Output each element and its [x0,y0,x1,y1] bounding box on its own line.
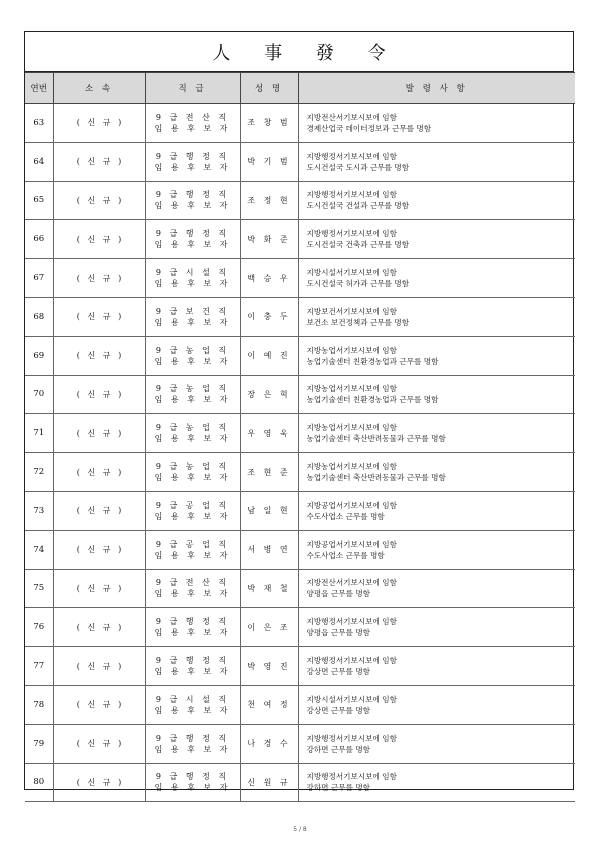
row-grade-line: 임 용 후 보 자 [154,201,231,211]
table-row [25,220,575,259]
row-name-line: 박 영 진 [247,661,291,671]
header-detail: 발 령 사 항 [298,73,575,104]
table-row [25,181,575,220]
row-no [25,685,53,724]
row-no [25,724,53,763]
row-grade-line: 임 용 후 보 자 [154,279,231,289]
row-grade-line: 9 급 농 업 직 [155,384,230,394]
row-grade-line: 9 급 농 업 직 [155,345,230,355]
row-detail [298,569,575,608]
row-affiliation [53,647,145,686]
row-detail [298,724,575,763]
row-affiliation [53,414,145,453]
row-grade-line: 9 급 행 정 직 [155,229,230,239]
row-no [25,647,53,686]
row-name-line: 박 재 철 [247,583,291,593]
row-detail [298,608,575,647]
row-grade-line: 임 용 후 보 자 [154,240,231,250]
row-name [240,491,298,530]
row-detail-line: 지방행정서기보시보에 임함 [306,229,397,239]
row-detail-line: 지방농업서기보시보에 임함 [306,384,397,394]
row-no-line: 80 [33,777,45,788]
table-row [25,142,575,181]
row-no-line: 64 [33,156,45,167]
row-no-line: 65 [33,195,45,206]
row-grade [145,530,240,569]
row-grade-line: 임 용 후 보 자 [154,395,231,405]
row-grade-line: 임 용 후 보 자 [154,589,231,599]
row-affiliation [53,569,145,608]
row-name-line: 남 일 현 [247,506,291,516]
row-detail-line: 도시건설국 건설과 근무를 명함 [306,201,410,211]
row-grade-line: 9 급 행 정 직 [155,733,230,743]
row-grade-line: 임 용 후 보 자 [154,628,231,638]
row-grade-line: 9 급 보 건 직 [155,306,230,316]
row-detail-line: 강하면 근무를 명함 [306,783,371,793]
row-grade [145,763,240,802]
row-detail-line: 지방농업서기보시보에 임함 [306,345,397,355]
row-affiliation-line: ( 신 규 ) [76,389,122,399]
row-affiliation [53,491,145,530]
row-affiliation [53,297,145,336]
row-no-line: 66 [33,234,45,245]
row-no [25,336,53,375]
row-no-line: 75 [33,583,45,594]
row-name [240,414,298,453]
row-detail-line: 수도사업소 근무를 명함 [306,511,385,521]
row-detail [298,763,575,802]
row-grade-line: 9 급 전 산 직 [155,112,230,122]
row-grade-line: 9 급 농 업 직 [155,462,230,472]
row-affiliation-line: ( 신 규 ) [76,195,122,205]
row-detail-line: 양평읍 근무를 명함 [306,628,371,638]
row-affiliation [53,104,145,143]
row-grade-line: 9 급 행 정 직 [155,772,230,782]
row-detail-line: 보건소 보건정책과 근무를 명함 [306,317,410,327]
row-affiliation [53,724,145,763]
row-grade-line: 임 용 후 보 자 [154,162,231,172]
row-grade [145,142,240,181]
row-name-line: 우 영 욱 [247,428,291,438]
row-detail-line: 지방전산서기보시보에 임함 [306,112,397,122]
table-row [25,297,575,336]
row-grade-line: 9 급 행 정 직 [155,190,230,200]
personnel-table [25,72,575,802]
row-name [240,724,298,763]
row-no-line: 77 [33,661,45,672]
row-name [240,375,298,414]
row-name [240,104,298,143]
row-no [25,142,53,181]
row-name [240,336,298,375]
row-grade-line: 9 급 공 업 직 [155,500,230,510]
row-grade-line: 임 용 후 보 자 [154,511,231,521]
row-name-line: 서 병 연 [247,545,291,555]
row-no [25,220,53,259]
header-name: 성 명 [240,73,298,104]
table-row [25,724,575,763]
table-row [25,414,575,453]
row-grade [145,724,240,763]
table-header-row [25,73,575,104]
row-grade [145,647,240,686]
row-no [25,569,53,608]
row-detail-line: 지방행정서기보시보에 임함 [306,733,397,743]
row-affiliation-line: ( 신 규 ) [76,273,122,283]
row-affiliation [53,608,145,647]
table-row [25,569,575,608]
table-row [25,336,575,375]
header-no: 연번 [25,73,53,104]
row-name-line: 천 여 정 [247,700,291,710]
row-grade [145,685,240,724]
row-detail-line: 강하면 근무를 명함 [306,744,371,754]
row-grade-line: 임 용 후 보 자 [154,783,231,793]
row-detail [298,104,575,143]
row-grade-line: 임 용 후 보 자 [154,123,231,133]
row-grade-line: 9 급 시 설 직 [155,268,230,278]
personnel-order-frame [24,31,574,793]
row-grade [145,453,240,492]
row-grade-line: 9 급 공 업 직 [155,539,230,549]
row-detail [298,685,575,724]
row-detail [298,259,575,298]
row-name [240,685,298,724]
row-affiliation [53,453,145,492]
row-detail-line: 농업기술센터 축산반려동물과 근무를 명함 [306,473,446,483]
row-detail-line: 지방농업서기보시보에 임함 [306,462,397,472]
row-name [240,569,298,608]
row-affiliation-line: ( 신 규 ) [76,234,122,244]
row-name-line: 박 기 범 [247,157,291,167]
row-name [240,763,298,802]
row-detail [298,142,575,181]
row-no-line: 78 [33,699,45,710]
row-affiliation [53,763,145,802]
row-detail [298,453,575,492]
row-affiliation-line: ( 신 규 ) [76,351,122,361]
table-row [25,530,575,569]
row-no [25,181,53,220]
row-no-line: 68 [33,311,45,322]
row-detail [298,375,575,414]
row-detail-line: 지방행정서기보시보에 임함 [306,656,397,666]
row-detail [298,181,575,220]
row-detail [298,336,575,375]
table-row [25,608,575,647]
row-name [240,453,298,492]
row-name [240,530,298,569]
row-affiliation [53,685,145,724]
row-affiliation-line: ( 신 규 ) [76,118,122,128]
row-no [25,297,53,336]
row-grade [145,259,240,298]
row-detail-line: 농업기술센터 축산반려동물과 근무를 명함 [306,434,446,444]
row-grade-line: 9 급 전 산 직 [155,578,230,588]
row-detail-line: 수도사업소 근무를 명함 [306,550,385,560]
row-no [25,530,53,569]
row-affiliation-line: ( 신 규 ) [76,777,122,787]
row-grade-line: 임 용 후 보 자 [154,667,231,677]
row-no-line: 71 [33,428,45,439]
table-row [25,104,575,143]
row-no [25,375,53,414]
row-detail-line: 지방보건서기보시보에 임함 [306,306,397,316]
row-affiliation [53,181,145,220]
row-affiliation [53,142,145,181]
row-grade-line: 임 용 후 보 자 [154,744,231,754]
row-no-line: 69 [33,350,45,361]
row-name-line: 박 화 준 [247,234,291,244]
row-name-line: 조 정 현 [247,195,291,205]
row-detail-line: 농업기술센터 친환경농업과 근무를 명함 [306,356,439,366]
row-grade [145,414,240,453]
row-grade-line: 임 용 후 보 자 [154,550,231,560]
row-detail-line: 지방행정서기보시보에 임함 [306,190,397,200]
row-name [240,297,298,336]
row-no-line: 73 [33,505,45,516]
row-grade [145,220,240,259]
row-detail-line: 지방행정서기보시보에 임함 [306,772,397,782]
header-affiliation: 소 속 [53,73,145,104]
row-detail [298,530,575,569]
row-name-line: 나 경 수 [247,739,291,749]
row-grade [145,104,240,143]
row-detail-line: 경제산업국 데이터정보과 근무를 명함 [306,123,432,133]
row-affiliation-line: ( 신 규 ) [76,700,122,710]
row-no [25,104,53,143]
row-grade-line: 임 용 후 보 자 [154,434,231,444]
row-grade-line: 임 용 후 보 자 [154,705,231,715]
row-detail-line: 지방시설서기보시보에 임함 [306,694,397,704]
table-row [25,259,575,298]
page-number: 5 / 8 [293,826,307,833]
row-detail-line: 지방시설서기보시보에 임함 [306,268,397,278]
row-no [25,453,53,492]
row-affiliation-line: ( 신 규 ) [76,545,122,555]
row-affiliation-line: ( 신 규 ) [76,739,122,749]
row-grade-line: 임 용 후 보 자 [154,356,231,366]
row-no [25,259,53,298]
row-name-line: 이 예 진 [247,351,291,361]
table-row [25,685,575,724]
row-name [240,259,298,298]
row-affiliation-line: ( 신 규 ) [76,467,122,477]
row-name-line: 이 충 두 [247,312,291,322]
row-grade [145,569,240,608]
row-affiliation [53,530,145,569]
row-detail [298,491,575,530]
row-no-line: 63 [33,117,45,128]
row-no-line: 67 [33,273,45,284]
row-grade-line: 9 급 행 정 직 [155,656,230,666]
document-title: 人 事 發 令 [25,32,573,72]
row-no [25,608,53,647]
row-name-line: 조 창 범 [247,118,291,128]
row-name [240,647,298,686]
row-detail-line: 양평읍 근무를 명함 [306,589,371,599]
row-name [240,142,298,181]
row-affiliation-line: ( 신 규 ) [76,583,122,593]
header-grade: 직 급 [145,73,240,104]
row-detail [298,297,575,336]
row-name-line: 이 은 조 [247,622,291,632]
row-grade-line: 9 급 시 설 직 [155,694,230,704]
row-grade-line: 임 용 후 보 자 [154,317,231,327]
row-detail-line: 지방행정서기보시보에 임함 [306,617,397,627]
row-no [25,491,53,530]
row-affiliation [53,220,145,259]
row-detail-line: 강상면 근무를 명함 [306,667,371,677]
row-grade [145,181,240,220]
row-detail-line: 도시건설국 도시과 근무를 명함 [306,162,410,172]
row-grade [145,608,240,647]
row-affiliation-line: ( 신 규 ) [76,661,122,671]
row-detail-line: 강상면 근무를 명함 [306,705,371,715]
row-affiliation [53,375,145,414]
row-detail-line: 지방공업서기보시보에 임함 [306,500,397,510]
row-name-line: 장 은 혁 [247,389,291,399]
row-name [240,181,298,220]
row-affiliation [53,336,145,375]
row-no-line: 74 [33,544,45,555]
table-row [25,491,575,530]
row-grade [145,375,240,414]
row-detail [298,647,575,686]
row-name-line: 신 원 규 [247,777,291,787]
row-grade-line: 9 급 농 업 직 [155,423,230,433]
row-detail-line: 농업기술센터 친환경농업과 근무를 명함 [306,395,439,405]
row-no [25,414,53,453]
row-grade-line: 9 급 행 정 직 [155,617,230,627]
row-detail [298,220,575,259]
row-affiliation-line: ( 신 규 ) [76,506,122,516]
row-detail-line: 도시건설국 건축과 근무를 명함 [306,240,410,250]
row-no-line: 70 [33,389,45,400]
row-no [25,763,53,802]
row-no-line: 76 [33,622,45,633]
row-detail [298,414,575,453]
table-row [25,375,575,414]
row-name-line: 조 현 준 [247,467,291,477]
row-detail-line: 지방전산서기보시보에 임함 [306,578,397,588]
row-grade [145,491,240,530]
row-affiliation-line: ( 신 규 ) [76,312,122,322]
row-name [240,608,298,647]
row-detail-line: 지방행정서기보시보에 임함 [306,151,397,161]
row-no-line: 79 [33,738,45,749]
table-row [25,647,575,686]
table-row [25,453,575,492]
row-affiliation-line: ( 신 규 ) [76,622,122,632]
row-detail-line: 지방공업서기보시보에 임함 [306,539,397,549]
row-detail-line: 지방농업서기보시보에 임함 [306,423,397,433]
row-grade [145,297,240,336]
row-name-line: 백 승 우 [247,273,291,283]
row-grade [145,336,240,375]
row-grade-line: 9 급 행 정 직 [155,151,230,161]
table-row [25,763,575,802]
row-affiliation-line: ( 신 규 ) [76,428,122,438]
row-no-line: 72 [33,467,45,478]
row-affiliation-line: ( 신 규 ) [76,157,122,167]
row-name [240,220,298,259]
row-detail-line: 도시건설국 허가과 근무를 명함 [306,279,410,289]
row-affiliation [53,259,145,298]
row-grade-line: 임 용 후 보 자 [154,473,231,483]
